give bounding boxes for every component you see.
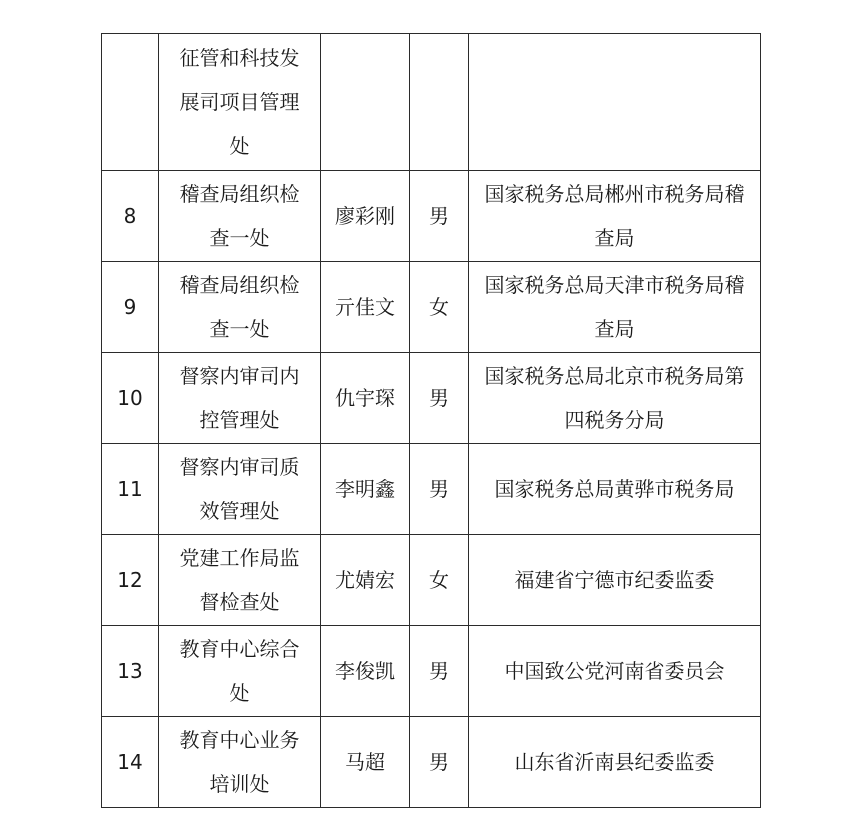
cell-number: 8 <box>102 171 159 262</box>
department-text: 教育中心业务培训处 <box>179 728 300 796</box>
table-row <box>102 535 761 626</box>
cell-name: 廖彩刚 <box>321 171 410 262</box>
table-row <box>102 171 761 262</box>
cell-name: 李明鑫 <box>321 444 410 535</box>
cell-gender: 男 <box>410 353 469 444</box>
cell-organization <box>469 262 761 353</box>
table-row <box>102 444 761 535</box>
organization-text: 国家税务总局天津市税务局稽查局 <box>484 273 745 341</box>
organization-text: 国家税务总局北京市税务局第四税务分局 <box>484 364 745 432</box>
cell-number: 14 <box>102 717 159 808</box>
cell-department <box>159 444 321 535</box>
cell-organization <box>469 535 761 626</box>
cell-gender: 男 <box>410 626 469 717</box>
department-text: 征管和科技发展司项目管理处 <box>179 46 300 158</box>
cell-department <box>159 535 321 626</box>
department-text: 稽查局组织检查一处 <box>179 273 300 341</box>
cell-number <box>102 34 159 171</box>
department-text: 教育中心综合处 <box>179 637 300 705</box>
cell-organization <box>469 626 761 717</box>
cell-number: 13 <box>102 626 159 717</box>
cell-name: 亓佳文 <box>321 262 410 353</box>
cell-name <box>321 34 410 171</box>
cell-name: 马超 <box>321 717 410 808</box>
cell-department <box>159 353 321 444</box>
cell-department <box>159 717 321 808</box>
cell-number: 9 <box>102 262 159 353</box>
table-row <box>102 262 761 353</box>
cell-department <box>159 262 321 353</box>
cell-gender <box>410 34 469 171</box>
cell-gender: 男 <box>410 444 469 535</box>
cell-gender: 男 <box>410 717 469 808</box>
cell-department <box>159 626 321 717</box>
organization-text: 国家税务总局郴州市税务局稽查局 <box>484 182 745 250</box>
cell-department <box>159 171 321 262</box>
cell-name: 仇宇琛 <box>321 353 410 444</box>
cell-organization <box>469 444 761 535</box>
cell-organization <box>469 717 761 808</box>
personnel-table <box>101 33 761 808</box>
organization-text: 福建省宁德市纪委监委 <box>514 568 715 592</box>
cell-name: 尤婧宏 <box>321 535 410 626</box>
cell-gender: 女 <box>410 262 469 353</box>
cell-department <box>159 34 321 171</box>
cell-gender: 男 <box>410 171 469 262</box>
table-row <box>102 34 761 171</box>
organization-text: 山东省沂南县纪委监委 <box>514 750 715 774</box>
cell-name: 李俊凯 <box>321 626 410 717</box>
department-text: 稽查局组织检查一处 <box>179 182 300 250</box>
department-text: 督察内审司质效管理处 <box>179 455 300 523</box>
department-text: 督察内审司内控管理处 <box>179 364 300 432</box>
cell-organization <box>469 171 761 262</box>
cell-organization <box>469 34 761 171</box>
cell-number: 10 <box>102 353 159 444</box>
table-row <box>102 353 761 444</box>
cell-number: 12 <box>102 535 159 626</box>
cell-number: 11 <box>102 444 159 535</box>
department-text: 党建工作局监督检查处 <box>179 546 300 614</box>
table-row <box>102 626 761 717</box>
cell-organization <box>469 353 761 444</box>
table-body <box>102 34 761 808</box>
organization-text: 中国致公党河南省委员会 <box>504 659 725 683</box>
organization-text: 国家税务总局黄骅市税务局 <box>494 477 735 501</box>
cell-gender: 女 <box>410 535 469 626</box>
table-row <box>102 717 761 808</box>
